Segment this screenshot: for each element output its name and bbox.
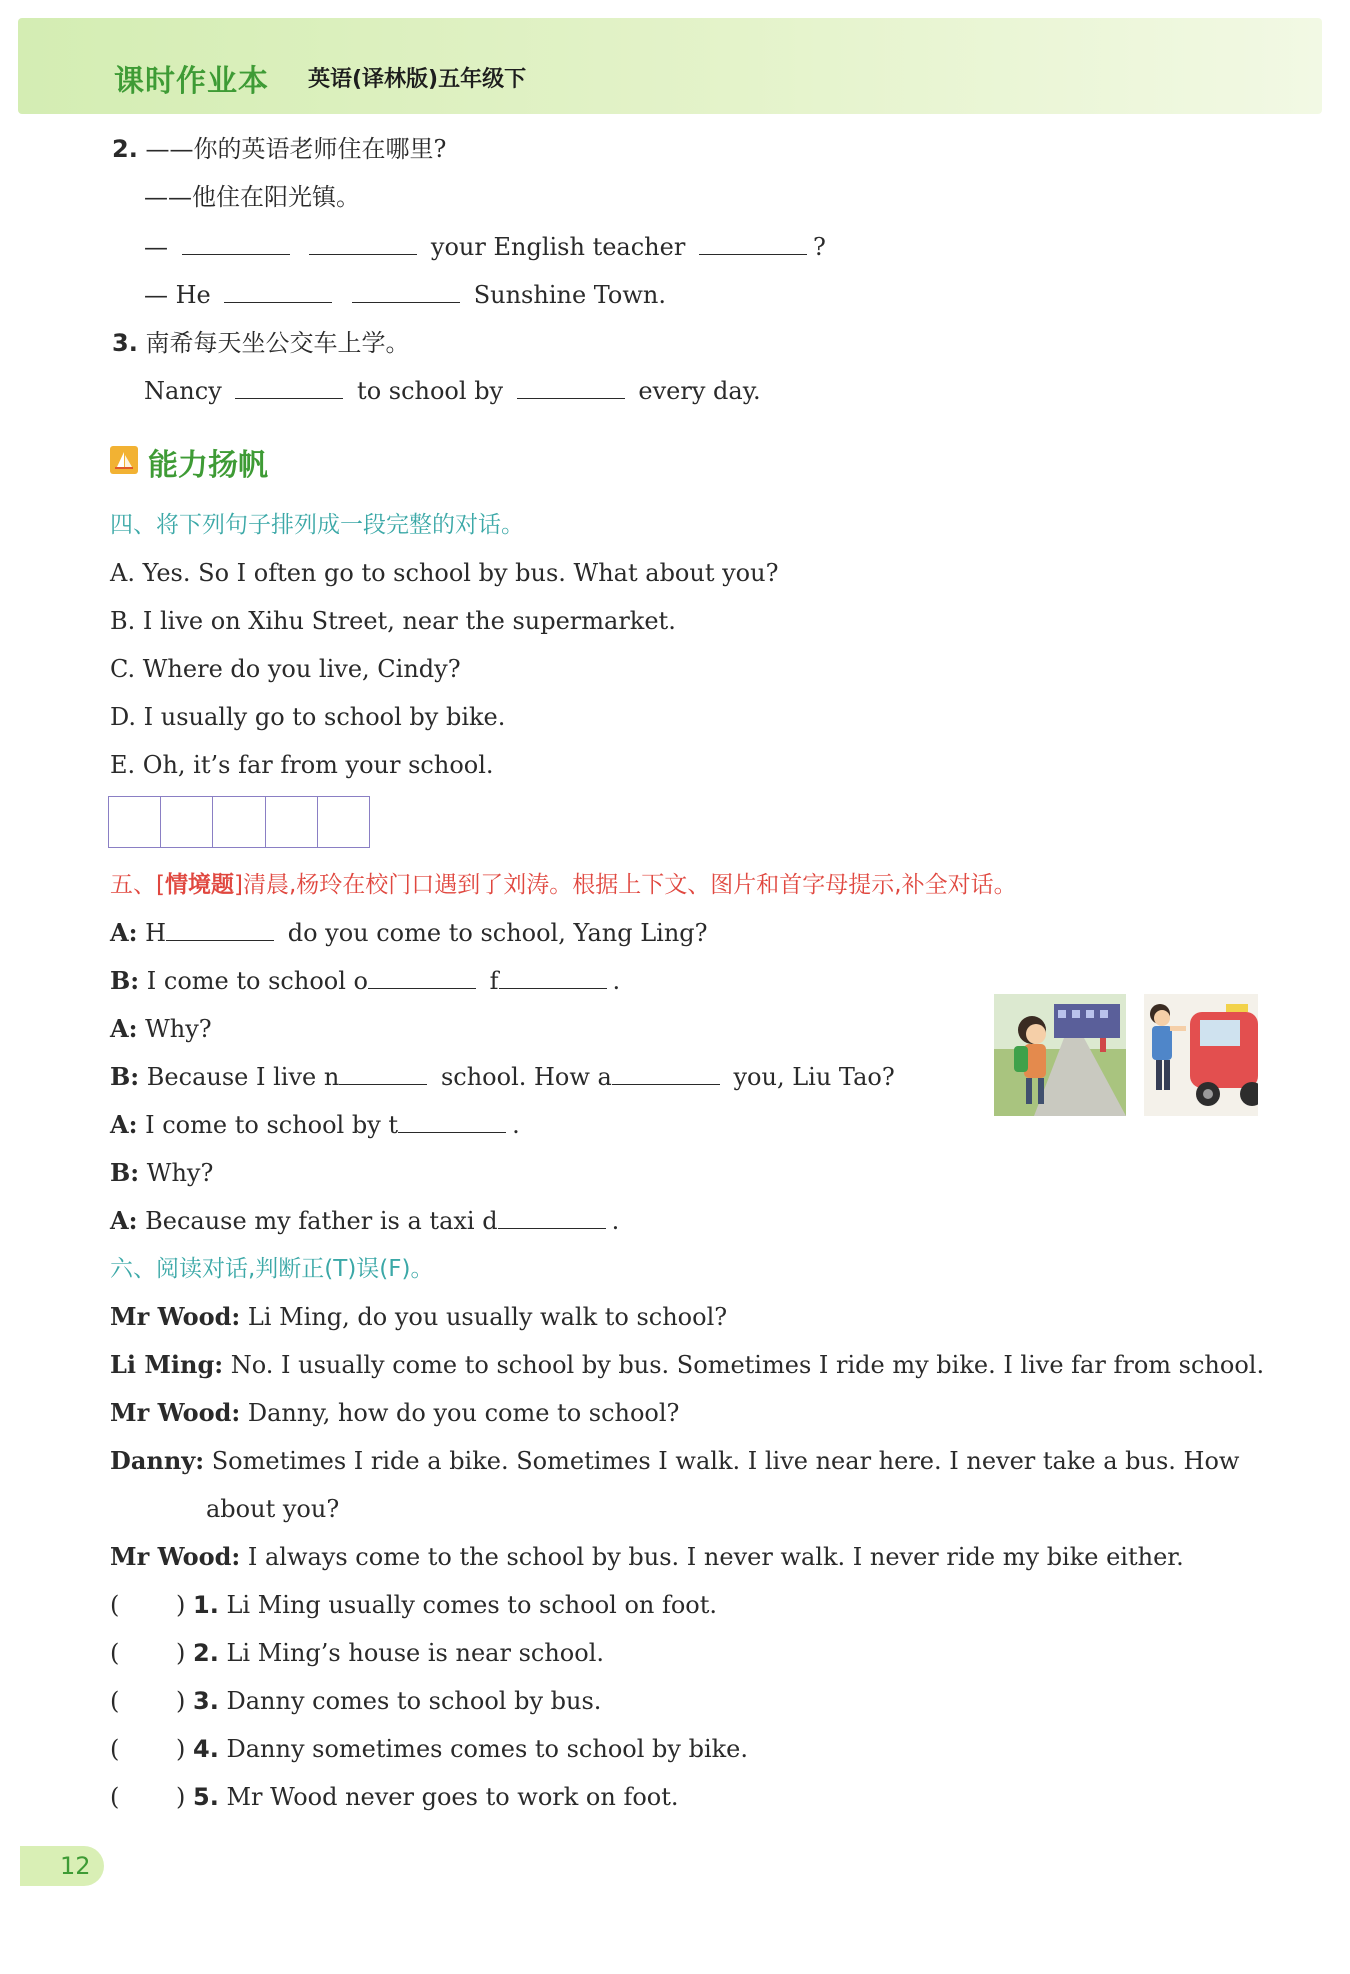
part5-line-7	[110, 1206, 619, 1236]
statement-text: Danny comes to school by bus.	[226, 1687, 602, 1715]
blank[interactable]	[235, 376, 343, 399]
blank[interactable]	[699, 232, 807, 255]
answer-box[interactable]	[266, 797, 318, 847]
answer-box[interactable]	[213, 797, 265, 847]
blank[interactable]	[398, 1110, 506, 1133]
answer-bracket-close: )	[176, 1783, 186, 1811]
line-text-after: .	[512, 1111, 520, 1139]
dialogue-text: No. I usually come to school by bus. Sometimes I ride my bike. I live far from school.	[230, 1351, 1265, 1379]
statement-4	[110, 1734, 748, 1764]
speaker-label: Mr Wood:	[110, 1398, 241, 1427]
statement-text: Li Ming’s house is near school.	[226, 1639, 604, 1667]
statement-text: Danny sometimes comes to school by bike.	[226, 1735, 748, 1763]
part5-line-3	[110, 1014, 212, 1044]
blank[interactable]	[368, 966, 476, 989]
q2-number: 2.	[112, 135, 138, 163]
answer-bracket[interactable]: (	[110, 1687, 120, 1715]
line-text-after: .	[612, 967, 621, 995]
dialogue-text: Sometimes I ride a bike. Sometimes I walk. I live near here. I never take a bus. How	[211, 1447, 1240, 1475]
q3-number: 3.	[112, 329, 138, 357]
blank[interactable]	[352, 280, 460, 303]
blank[interactable]	[612, 1062, 720, 1085]
part4-option-a: A. Yes. So I often go to school by bus. What about you?	[110, 559, 779, 587]
dialogue-text: about you?	[206, 1495, 340, 1523]
page-number: 12	[60, 1852, 91, 1880]
answer-bracket-close: )	[176, 1687, 186, 1715]
line-text-after: .	[611, 1207, 620, 1235]
dialogue-line-3	[110, 1398, 679, 1428]
q2-chinese-line-2	[144, 182, 360, 212]
q3-english-line	[144, 376, 761, 406]
speaker-label: B:	[110, 966, 140, 995]
sail-icon	[110, 446, 138, 474]
answer-bracket-close: )	[176, 1591, 186, 1619]
blank[interactable]	[499, 966, 607, 989]
speaker-label: A:	[110, 1014, 138, 1043]
statement-text: Li Ming usually comes to school on foot.	[226, 1591, 718, 1619]
part5-line-4	[110, 1062, 895, 1092]
dialogue-line-4-continued	[206, 1494, 339, 1524]
answer-order-boxes	[108, 796, 370, 848]
speaker-label: A:	[110, 1206, 138, 1235]
q2-chinese-line-1	[112, 134, 446, 164]
dialogue-line-5	[110, 1542, 1184, 1572]
blank[interactable]	[339, 1062, 427, 1085]
line-text-after: you, Liu Tao?	[733, 1063, 895, 1091]
book-subtitle: 英语(译林版)五年级下	[308, 67, 527, 92]
line-text-mid: f	[489, 967, 499, 995]
speaker-label: B:	[110, 1158, 140, 1187]
q2-english-answer-end: Sunshine Town.	[473, 281, 667, 309]
statement-1	[110, 1590, 717, 1620]
illustration-girl-walking-and-boy-by-taxi	[994, 994, 1258, 1116]
q2-dash: —	[144, 233, 168, 261]
statement-3	[110, 1686, 601, 1716]
dialogue-text: I always come to the school by bus. I never walk. I never ride my bike either.	[247, 1543, 1184, 1571]
part5-heading	[110, 870, 1017, 900]
answer-bracket[interactable]: (	[110, 1639, 120, 1667]
q2-english-line-1	[144, 232, 826, 262]
statement-number: 1.	[193, 1591, 219, 1619]
brand-title: 课时作业本	[114, 64, 269, 99]
section-title: 能力扬帆	[148, 448, 268, 483]
answer-bracket[interactable]: (	[110, 1591, 120, 1619]
part4-heading: 四、将下列句子排列成一段完整的对话。	[110, 512, 524, 538]
speaker-label: B:	[110, 1062, 140, 1091]
line-text-after: do you come to school, Yang Ling?	[287, 919, 708, 947]
answer-bracket[interactable]: (	[110, 1735, 120, 1763]
answer-bracket-close: )	[176, 1639, 186, 1667]
part5-heading-tag: 情境题	[164, 872, 234, 898]
line-text-mid: school. How a	[440, 1063, 612, 1091]
q3-chinese: 南希每天坐公交车上学。	[145, 329, 410, 357]
part4-option-d: D. I usually go to school by bike.	[110, 703, 506, 731]
blank[interactable]	[498, 1206, 606, 1229]
speaker-label: Mr Wood:	[110, 1542, 241, 1571]
answer-box[interactable]	[109, 797, 161, 847]
part6-heading: 六、阅读对话,判断正(T)误(F)。	[110, 1256, 434, 1282]
dialogue-text: Danny, how do you come to school?	[247, 1399, 680, 1427]
statement-2	[110, 1638, 604, 1668]
speaker-label: Danny:	[110, 1446, 205, 1475]
line-text-before: H	[145, 919, 167, 947]
q2-english-answer-start: — He	[144, 281, 211, 309]
statement-5	[110, 1782, 679, 1812]
q3-english-mid: to school by	[357, 377, 504, 405]
part5-heading-rest: ]清晨,杨玲在校门口遇到了刘涛。根据上下文、图片和首字母提示,补全对话。	[233, 872, 1017, 898]
answer-box[interactable]	[161, 797, 213, 847]
q3-chinese-line	[112, 328, 409, 358]
page-number-badge	[20, 1846, 104, 1886]
part5-line-1	[110, 918, 708, 948]
part4-option-e: E. Oh, it’s far from your school.	[110, 751, 494, 779]
line-text: Why?	[146, 1159, 214, 1187]
statement-text: Mr Wood never goes to work on foot.	[226, 1783, 679, 1811]
q2-chinese-answer: ——他住在阳光镇。	[144, 183, 360, 211]
line-text-before: I come to school o	[146, 967, 368, 995]
dialogue-line-4	[110, 1446, 1239, 1476]
answer-bracket-close: )	[176, 1735, 186, 1763]
speaker-label: A:	[110, 918, 138, 947]
answer-bracket[interactable]: (	[110, 1783, 120, 1811]
speaker-label: A:	[110, 1110, 138, 1139]
part4-option-b: B. I live on Xihu Street, near the supermarket.	[110, 607, 676, 635]
line-text-before: Because my father is a taxi d	[145, 1207, 498, 1235]
blank[interactable]	[224, 280, 332, 303]
q3-english-end: every day.	[638, 377, 761, 405]
dialogue-line-2	[110, 1350, 1264, 1380]
part5-line-2	[110, 966, 620, 996]
q2-chinese-question: ——你的英语老师住在哪里?	[145, 135, 447, 163]
blank[interactable]	[166, 918, 274, 941]
part4-option-c: C. Where do you live, Cindy?	[110, 655, 461, 683]
q2-english-line-2	[144, 280, 666, 310]
line-text-before: I come to school by t	[145, 1111, 399, 1139]
statement-number: 3.	[193, 1687, 219, 1715]
q2-question-mark: ?	[812, 233, 826, 261]
q2-english-mid: your English teacher	[430, 233, 686, 261]
speaker-label: Li Ming:	[110, 1350, 224, 1379]
statement-number: 5.	[193, 1783, 219, 1811]
blank[interactable]	[182, 232, 290, 255]
line-text-before: Because I live n	[146, 1063, 340, 1091]
blank[interactable]	[517, 376, 625, 399]
answer-box[interactable]	[318, 797, 369, 847]
q3-english-start: Nancy	[144, 377, 222, 405]
statement-number: 4.	[193, 1735, 219, 1763]
dialogue-text: Li Ming, do you usually walk to school?	[247, 1303, 728, 1331]
part5-line-5	[110, 1110, 520, 1140]
part5-line-6	[110, 1158, 213, 1188]
blank[interactable]	[309, 232, 417, 255]
statement-number: 2.	[193, 1639, 219, 1667]
dialogue-line-1	[110, 1302, 727, 1332]
part5-heading-prefix: 五、[	[110, 872, 165, 898]
speaker-label: Mr Wood:	[110, 1302, 241, 1331]
line-text: Why?	[145, 1015, 212, 1043]
